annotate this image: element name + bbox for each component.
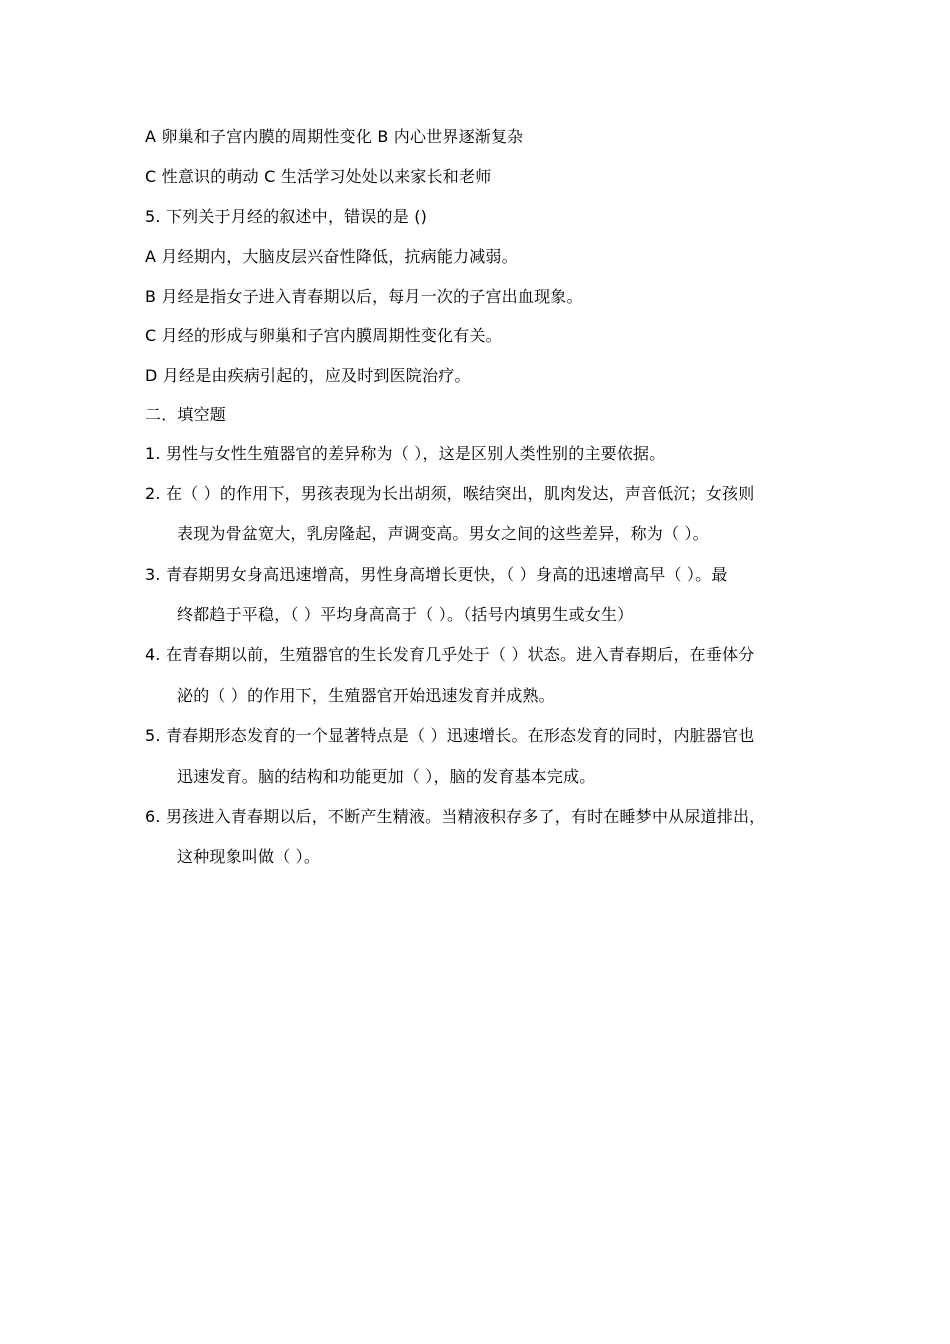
fill-question-3: 3. 青春期男女身高迅速增高，男性身高增长更快，（ ）身高的迅速增高早（ ）。最 [145,565,728,584]
fill-question-6-cont: 这种现象叫做（ ）。 [177,847,321,866]
fill-question-1: 1. 男性与女性生殖器官的差异称为（ ），这是区别人类性别的主要依据。 [145,444,666,463]
fill-question-6: 6. 男孩进入青春期以后，不断产生精液。当精液积存多了，有时在睡梦中从尿道排出， [145,807,766,826]
fill-question-2: 2. 在（ ）的作用下，男孩表现为长出胡须，喉结突出，肌肉发达，声音低沉；女孩则 [145,484,755,503]
option-line-ab: A 卵巢和子宫内膜的周期性变化 B 内心世界逐渐复杂 [145,127,524,146]
fill-question-4: 4. 在青春期以前，生殖器官的生长发育几乎处于（ ）状态。进入青春期后，在垂体分 [145,645,755,664]
fill-question-3-cont: 终都趋于平稳，（ ）平均身高高于（ ）。（括号内填男生或女生） [177,605,634,624]
fill-question-5-cont: 迅速发育。脑的结构和功能更加（ ），脑的发育基本完成。 [177,767,596,786]
fill-question-4-cont: 泌的（ ）的作用下，生殖器官开始迅速发育并成熟。 [177,686,555,705]
question-5: 5. 下列关于月经的叙述中，错误的是 () [145,207,428,226]
option-c: C 月经的形成与卵巢和子宫内膜周期性变化有关。 [145,326,502,345]
option-a: A 月经期内，大脑皮层兴奋性降低，抗病能力减弱。 [145,247,518,266]
option-d: D 月经是由疾病引起的，应及时到医院治疗。 [145,366,471,385]
fill-question-2-cont: 表现为骨盆宽大，乳房隆起，声调变高。男女之间的这些差异，称为（ ）。 [177,524,709,543]
option-line-cc: C 性意识的萌动 C 生活学习处处以来家长和老师 [145,167,492,186]
fill-question-5: 5. 青春期形态发育的一个显著特点是（ ）迅速增长。在形态发育的同时，内脏器官也 [145,726,755,745]
section-heading: 二．填空题 [145,405,227,424]
option-b: B 月经是指女子进入青春期以后，每月一次的子宫出血现象。 [145,287,583,306]
